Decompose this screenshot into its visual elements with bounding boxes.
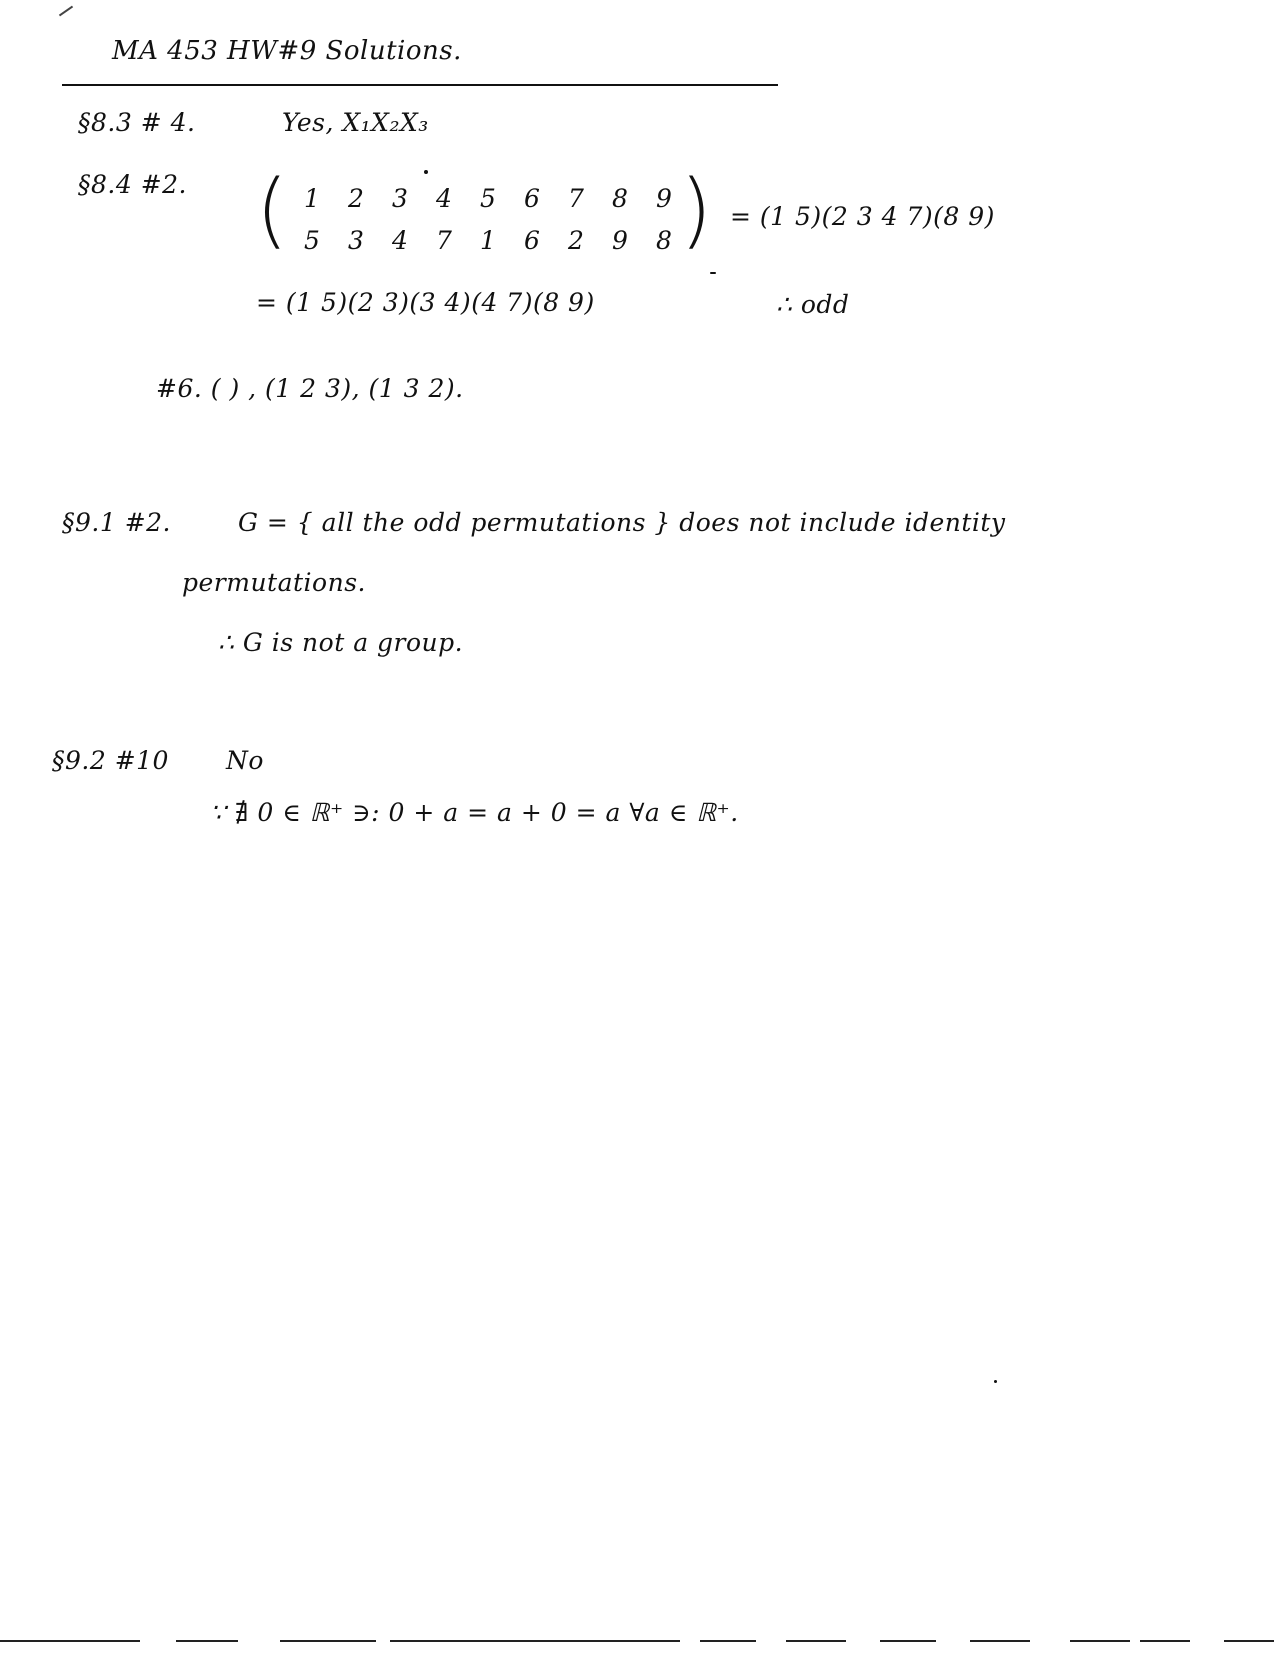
left-paren: (: [256, 163, 288, 258]
matrix-entry: 8: [656, 226, 672, 255]
matrix-entry: 1: [304, 184, 320, 213]
right-paren: ): [680, 163, 712, 258]
cycle-decomposition: = (1 5)(2 3 4 7)(8 9): [730, 202, 995, 231]
matrix-entry: 2: [568, 226, 584, 255]
matrix-entry: 9: [612, 226, 628, 255]
problem-9-1-2-label: §9.1 #2.: [62, 508, 172, 537]
matrix-entry: 7: [436, 226, 452, 255]
matrix-entry: 5: [480, 184, 496, 213]
problem-9-1-2-line1: G = { all the odd permutations } does not include identity: [238, 508, 1006, 537]
matrix-entry: 1: [480, 226, 496, 255]
matrix-entry: 3: [392, 184, 408, 213]
matrix-entry: 6: [524, 184, 540, 213]
matrix-top-row: [290, 184, 686, 213]
scan-bottom-edge: [0, 1640, 1280, 1643]
transposition-decomposition: = (1 5)(2 3)(3 4)(4 7)(8 9): [256, 288, 595, 317]
matrix-entry: 5: [304, 226, 320, 255]
matrix-entry: 6: [524, 226, 540, 255]
problem-9-1-2-line2: permutations.: [182, 568, 366, 597]
problem-9-1-2-conclusion: ∴ G is not a group.: [218, 628, 464, 657]
problem-9-2-10-answer: No: [226, 746, 264, 775]
problem-8-4-6-answer: #6. ( ) , (1 2 3), (1 3 2).: [156, 374, 464, 403]
problem-8-3-4-label: §8.3 # 4.: [78, 108, 196, 137]
problem-9-2-10-reason: ∵ ∄ 0 ∈ ℝ⁺ ∋: 0 + a = a + 0 = a ∀a ∈ ℝ⁺.: [210, 798, 739, 827]
matrix-entry: 4: [392, 226, 408, 255]
problem-9-2-10-label: §9.2 #10: [52, 746, 169, 775]
scan-speck: [994, 1380, 997, 1383]
problem-8-3-4-answer: Yes, X₁X₂X₃: [282, 108, 429, 137]
parity-conclusion: ∴ odd: [776, 290, 850, 319]
matrix-entry: 2: [348, 184, 364, 213]
matrix-entry: 9: [656, 184, 672, 213]
page-title: MA 453 HW#9 Solutions.: [112, 36, 462, 66]
matrix-entry: 4: [436, 184, 452, 213]
problem-8-4-2-label: §8.4 #2.: [78, 170, 188, 199]
stray-pen-mark: [59, 6, 73, 17]
matrix-entry: 8: [612, 184, 628, 213]
matrix-entry: 7: [568, 184, 584, 213]
matrix-entry: 3: [348, 226, 364, 255]
scan-speck: [710, 272, 716, 274]
matrix-bottom-row: [290, 226, 686, 255]
title-underline: [62, 84, 778, 86]
scan-speck: [424, 170, 428, 174]
